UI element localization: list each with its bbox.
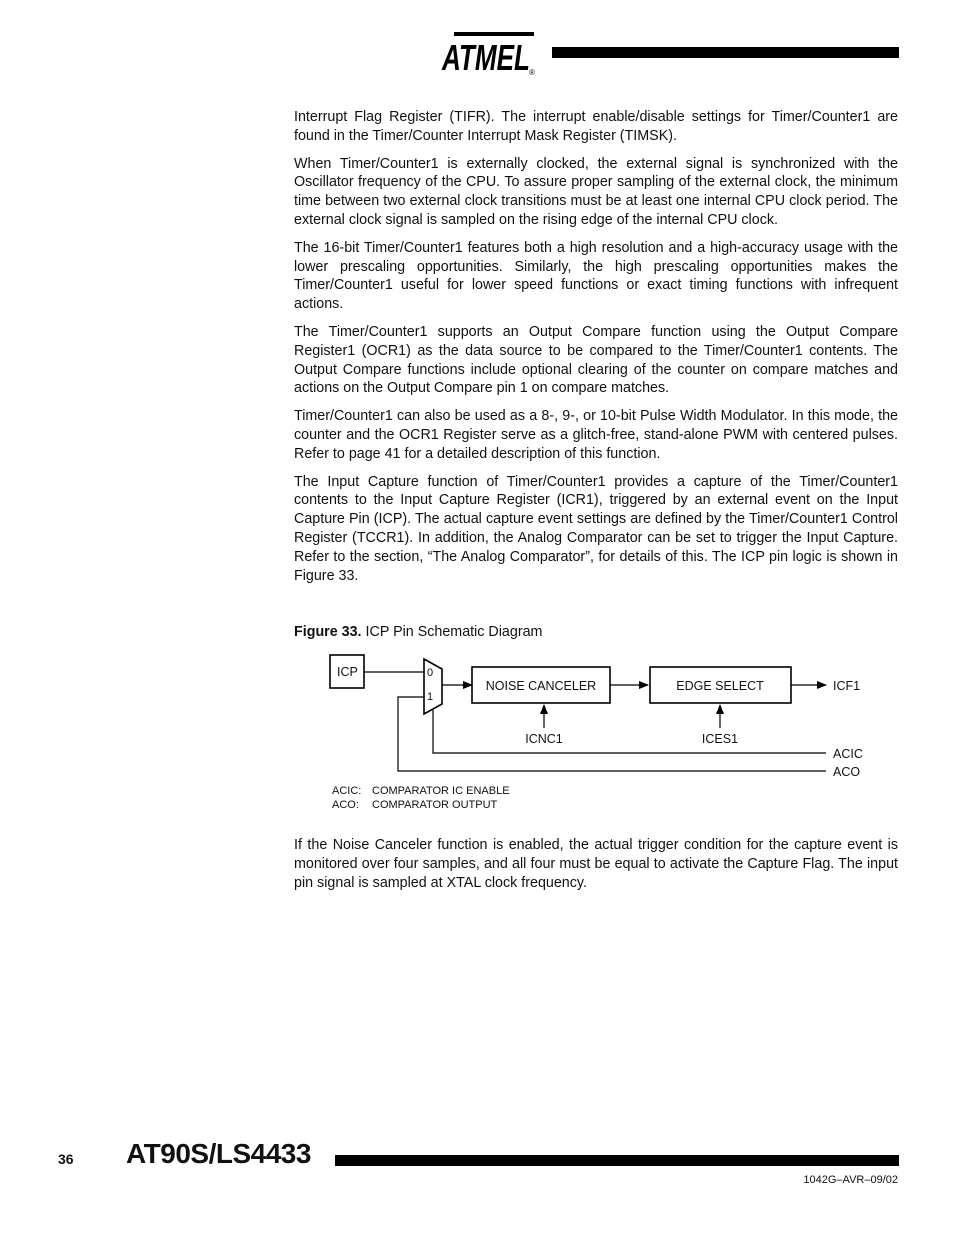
schematic-svg [320,646,880,826]
logo-text: ATMEL [441,37,530,76]
header-rule [552,47,899,58]
edge-select-label: EDGE SELECT [676,679,764,693]
aco-wire [398,697,826,771]
registered-mark: ® [529,68,535,76]
atmel-logo-graphic [440,30,538,76]
aco-label: ACO [833,765,861,779]
mux-input-1: 1 [427,691,434,703]
mux-input-0: 0 [427,667,434,679]
paragraph: If the Noise Canceler function is enabled, the actual trigger condition for the capture event is monitored over four samples, and all four must be equal to activate the Capture Flag. The input pin signal is sampled at XTAL clock frequency. [294,837,898,891]
paragraph: The 16-bit Timer/Counter1 features both a high resolution and a high-accuracy usage with the lower prescaling opportunities. Similarly, the high prescaling opportunities makes the Timer/Counter1 useful for lower speed functions or exact timing functions with infrequent actions. [294,239,898,313]
acic-label: ACIC [833,747,863,761]
paragraph: Interrupt Flag Register (TIFR). The interrupt enable/disable settings for Timer/Counter1 are found in the Timer/Counter Interrupt Mask Register (TIMSK). [294,109,898,144]
legend-desc-aco: COMPARATOR OUTPUT [372,799,498,811]
paragraph: The Timer/Counter1 supports an Output Compare function using the Output Compare Register1 (OCR1) as the data source to be compared to the Timer/Counter1 contents. The Output Compare functions include optional clearing of the counter on compare matches and actions on the Output Compare pin 1 on compare matches. [294,323,898,397]
paragraph: When Timer/Counter1 is externally clocked, the external signal is synchronized with the Oscillator frequency of the CPU. To assure proper sampling of the external clock, the minimum time between two external clock transitions must be at least one internal CPU clock period. The external clock signal is sampled on the rising edge of the internal CPU clock. [294,155,898,228]
post-figure-text [294,836,898,901]
paragraph: The Input Capture function of Timer/Counter1 provides a capture of the Timer/Counter1 contents to the Input Capture Register (ICR1), triggered by an external event on the Input Capture Pin (ICP). The actual capture event settings are defined by the Timer/Counter1 Control Register (TCCR1). In addition, the Analog Comparator can be set to trigger the Input Capture. Refer to the section, “The Analog Comparator”, for details of this. The ICP pin logic is shown in Figure 33. [294,473,898,584]
legend-abbr-aco: ACO: [332,799,359,811]
legend-abbr-acic: ACIC: [332,785,362,797]
paragraph: Timer/Counter1 can also be used as a 8-, 9-, or 10-bit Pulse Width Modulator. In this mode, the counter and the OCR1 Register serve as a glitch-free, stand-alone PWM with centered pulses. Refer to page 41 for a detailed description of this function. [294,408,898,462]
body-text [294,108,898,594]
icp-label: ICP [337,665,358,679]
document-code: 1042G–AVR–09/02 [803,1174,898,1186]
figure-title: ICP Pin Schematic Diagram [365,624,543,640]
document-title: AT90S/LS4433 [126,1138,311,1169]
figure-label: Figure 33. [294,624,362,640]
noise-canceler-label: NOISE CANCELER [485,679,597,693]
ices1-label: ICES1 [701,732,739,746]
page-number: 36 [58,1151,74,1167]
icnc1-label: ICNC1 [525,732,563,746]
footer-rule [335,1155,899,1166]
icp-schematic-diagram [320,646,880,826]
atmel-logo [440,30,538,76]
acic-wire [433,710,826,753]
icf1-label: ICF1 [833,679,861,693]
legend-desc-acic: COMPARATOR IC ENABLE [372,785,510,797]
logo-top-stripe [454,32,534,36]
figure-caption [294,623,542,641]
